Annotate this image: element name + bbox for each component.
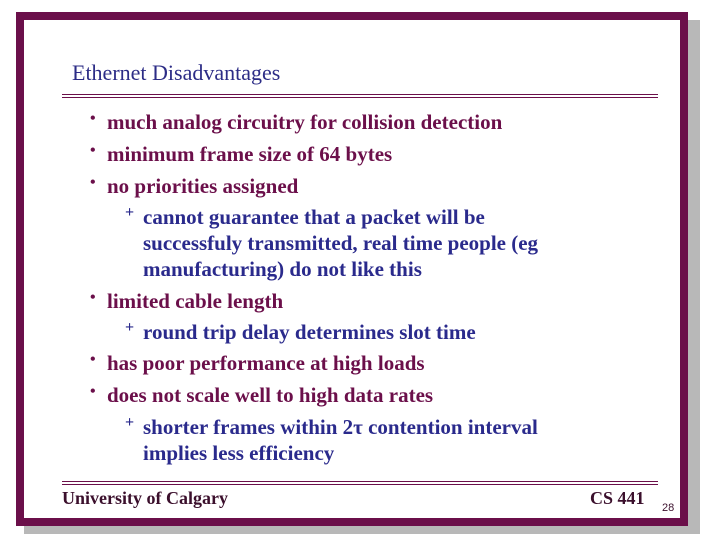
sub-item-line: shorter frames within 2τ contention interval	[143, 415, 538, 439]
bullet-marker: •	[90, 383, 96, 400]
sub-item-line: cannot guarantee that a packet will be	[143, 205, 485, 229]
bullet-item: minimum frame size of 64 bytes	[107, 142, 393, 166]
bullet-marker: •	[90, 142, 96, 159]
bullet-item: does not scale well to high data rates	[107, 383, 434, 407]
bullet-item: limited cable length	[107, 289, 284, 313]
bullet-marker: •	[90, 351, 96, 368]
bullet-marker: •	[90, 110, 96, 127]
footer-institution: University of Calgary	[62, 488, 228, 508]
sub-marker: +	[125, 204, 135, 221]
sub-marker: +	[125, 414, 135, 431]
bullet-marker: •	[90, 174, 96, 191]
sub-marker: +	[125, 319, 135, 336]
page-number: 28	[662, 502, 675, 514]
bullet-marker: •	[90, 289, 96, 306]
footer-divider-secondary	[62, 484, 658, 485]
sub-item-line: manufacturing) do not like this	[143, 257, 422, 281]
footer-course: CS 441	[590, 488, 645, 508]
bullet-item: no priorities assigned	[107, 174, 299, 198]
sub-item-line: implies less efficiency	[143, 441, 335, 465]
footer-divider	[62, 481, 658, 482]
bullet-item: much analog circuitry for collision detection	[107, 110, 503, 134]
sub-item-line: successfuly transmitted, real time people (eg	[143, 231, 539, 255]
slide-title: Ethernet Disadvantages	[72, 60, 281, 85]
sub-item-line: round trip delay determines slot time	[143, 320, 476, 344]
bullet-item: has poor performance at high loads	[107, 351, 425, 375]
